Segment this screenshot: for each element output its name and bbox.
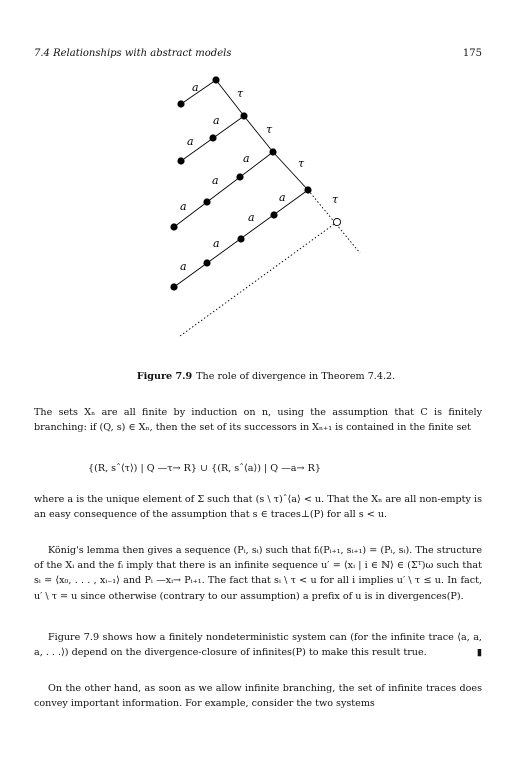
paragraph-2: where a is the unique element of Σ such that (s \ τ)ˆ⟨a⟩ < u. That the Xₙ are all non-empty is an easy consequence of the assumption that s ∈ traces⊥(P) for all s < u. — [34, 494, 482, 521]
tau-label-1: τ — [237, 87, 244, 100]
divergence-figure — [0, 0, 532, 360]
figure-caption — [0, 371, 532, 382]
paragraph-3: König's lemma then gives a sequence (Pᵢ, sᵢ) such that fᵢ(Pᵢ₊₁, sᵢ₊₁) = (Pᵢ, sᵢ). The structure of the Xᵢ and the fᵢ imply that there is an infinite sequence u′ = ⟨xᵢ | i ∈ ℕ⟩ ∈ (Σᵀ)ω such that sᵢ = ⟨x₀, . . . , xᵢ₋₁⟩ and Pᵢ —xᵢ→ Pᵢ₊₁. The fact that sᵢ \ τ < u for all i implies u′ \ τ ≤ u. In fact, u′ \ τ = u since otherwise (contrary to our assumption) a prefix of u is in divergences(P). — [34, 545, 482, 602]
figure-edges — [174, 80, 308, 287]
figure-nodes — [170, 76, 311, 290]
paragraph-4-text: Figure 7.9 shows how a finitely nondeterministic system can (for the infinite trace ⟨a, a, a, . . .⟩) depend on the divergence-closure of infinites(P) to make this result true. — [34, 632, 482, 659]
a-label-7: a — [279, 191, 286, 204]
paragraph-1: The sets Xₙ are all finite by induction on n, using the assumption that C is finitely branching: if (Q, s) ∈ Xₙ, then the set of its successors in Xₙ₊₁ is contained in the finite set — [34, 407, 482, 434]
a-label-5: a — [212, 174, 219, 187]
paragraph-5: On the other hand, as soon as we allow infinite branching, the set of infinite traces does convey important information. For example, consider the two systems — [34, 683, 482, 710]
paragraph-4 — [34, 630, 482, 660]
tau-label-3: τ — [298, 157, 305, 170]
a-label-9: a — [213, 237, 220, 250]
section-title: 7.4 Relationships with abstract models — [34, 48, 232, 59]
caption-text: The role of divergence in Theorem 7.4.2. — [196, 371, 396, 382]
qed-mark: ▮ — [476, 647, 482, 659]
caption-label: Figure 7.9 — [136, 371, 193, 382]
open-node — [333, 218, 340, 225]
tau-label-4: τ — [332, 193, 339, 206]
a-label-2: a — [213, 114, 220, 127]
a-label-4: a — [243, 152, 250, 165]
tau-label-2: τ — [266, 123, 273, 136]
page-number: 175 — [462, 48, 482, 59]
a-label-3: a — [187, 135, 194, 148]
a-label-8: a — [248, 211, 255, 224]
display-math: {(R, sˆ⟨τ⟩) | Q —τ→ R} ∪ {(R, sˆ⟨a⟩) | Q —a→ R} — [88, 463, 321, 474]
a-label-1: a — [192, 81, 199, 94]
a-label-10: a — [180, 260, 187, 273]
a-label-6: a — [180, 200, 187, 213]
